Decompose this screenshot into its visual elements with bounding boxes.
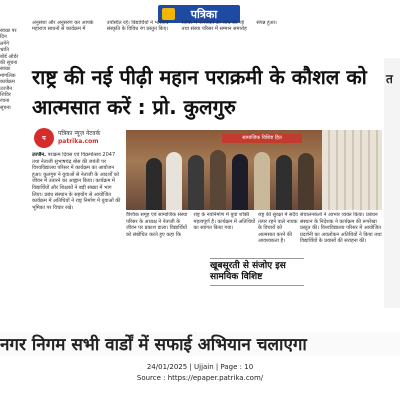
- side-column-line: उज्जैन: [0, 85, 13, 92]
- side-column-line: भ्राति: [0, 47, 9, 54]
- person-figure: [146, 158, 162, 210]
- article-right-text: संचालनकर्ता ने आभार व्यक्त किया। प्रबंधन संस्थान के निदेशक ने कार्यक्रम की रूपरेखा प्रस्तुत की। विश्वविद्यालय परिसर में आयोजित प्रदर्शनी का अवलोकन अतिथियों ने किया तथा विद्यार्थियों के प्रयासों की सराहना की।: [300, 212, 382, 245]
- photo-banner: सामाजिक विशिष्ट हित: [222, 134, 302, 143]
- side-column-line: मांगलिक: [0, 72, 16, 79]
- body-lead: पराक्रम दिवस एवं विक्रमोत्सव 2047 तथा नेताजी सुभाषचंद्र बोस की जयंती पर विश्वविद्यालय परिसर में कार्यक्रम का आयोजन हुआ। कुलगुरु ने युवाओं से नेताजी के आदर्शों को जीवन में उतारने का आह्वान किया। कार्यक्रम में विद्यार्थियों और शिक्षकों ने बड़ी संख्या में भाग लिया। प्रबंध संस्थान के सहयोग से आयोजित कार्यक्रम में अतिथियों ने राष्ट्र निर्माण में युवाओं की भूमिका पर विचार रखे।: [32, 152, 121, 211]
- byline-meta: [58, 130, 100, 146]
- right-adjacent-article: [384, 58, 400, 308]
- dateline: उज्जैन.: [32, 152, 46, 158]
- side-column-line: बोर्ड ऑर्डर: [0, 53, 19, 60]
- top-strip-text: [32, 20, 400, 58]
- article-subhead: खूबसूरती से संजोए इस सामयिक विशिष्ट: [210, 258, 304, 286]
- mid-text-paragraph: वैश्विक समूह एवं सामाजिक संस्था परिसर के अध्यक्ष ने नेताजी के जीवन पर प्रकाश डाला। विद्यार्थियों को संबोधित करते हुए कहा कि राष्ट्र के नवनिर्माण में युवा शक्ति महत्वपूर्ण है। कार्यक्रम में अतिथियों का स्वागत किया गया।: [126, 212, 256, 238]
- patrika-badge-icon: प: [34, 128, 54, 148]
- side-column: [0, 28, 28, 326]
- side-column-line: शिविर: [0, 92, 11, 99]
- side-column-line: लगेंगे: [0, 40, 10, 47]
- source-line: Source : https://epaper.patrika.com/: [136, 374, 264, 382]
- side-column-line: सूचना: [0, 104, 11, 111]
- lion-emblem-icon: [162, 8, 175, 20]
- person-figure: [188, 155, 204, 210]
- person-figure: [254, 152, 270, 210]
- side-column-line: रचना: [0, 98, 10, 105]
- logo-text: पत्रिका: [190, 7, 218, 21]
- side-column-line: दिन: [0, 34, 7, 41]
- byline: [34, 128, 124, 148]
- bottom-article-headline: नगर निगम सभी वार्डों में सफाई अभियान चलाएगा: [0, 332, 400, 356]
- article-photo: [126, 130, 382, 210]
- side-column-line: स्वच्छ पर: [0, 28, 17, 34]
- byline-website: patrika.com: [58, 138, 99, 145]
- top-strip-paragraph: अनुसंशा और अनुसरण कर आपके महाराज साधनों से कार्यक्रम में उपस्थित रहे। विद्यार्थियों ने भारतीय संस्कृति के विविध रंग प्रस्तुत किए। शिविर में नागरिकों की जांच की गई तथा संस्था परिसर में सम्मान समारोह संपन्न हुआ।: [32, 20, 277, 33]
- article-sub-block: राष्ट्र की सुरक्षा में सदैव तत्पर रहने वाले नायक के विचारों को आत्मसात करने की आवश्यकता है।: [258, 212, 298, 245]
- person-figure: [276, 155, 292, 210]
- person-figure: [166, 152, 182, 210]
- person-figure: [232, 154, 248, 210]
- person-figure: [210, 150, 226, 210]
- edition-date-line: 24/01/2025 | Ujjain | Page : 10: [146, 363, 254, 371]
- article-body: [32, 152, 122, 317]
- article-headline: राष्ट्र की नई पीढ़ी महान पराक्रमी के कौशल को आत्मसात करें : प्रो. कुलगुरु: [32, 65, 367, 119]
- person-figure: [298, 153, 314, 210]
- right-adjacent-headline: त: [386, 72, 393, 86]
- side-column-line: की सूचना: [0, 60, 18, 67]
- exhibition-display: [322, 130, 382, 210]
- side-column-line: स्वच्छ: [0, 66, 11, 73]
- clipping-caption: [0, 362, 400, 384]
- side-column-line: कार्यक्रम: [0, 79, 15, 86]
- byline-network: पत्रिका न्यूज़ नेटवर्क: [58, 130, 101, 137]
